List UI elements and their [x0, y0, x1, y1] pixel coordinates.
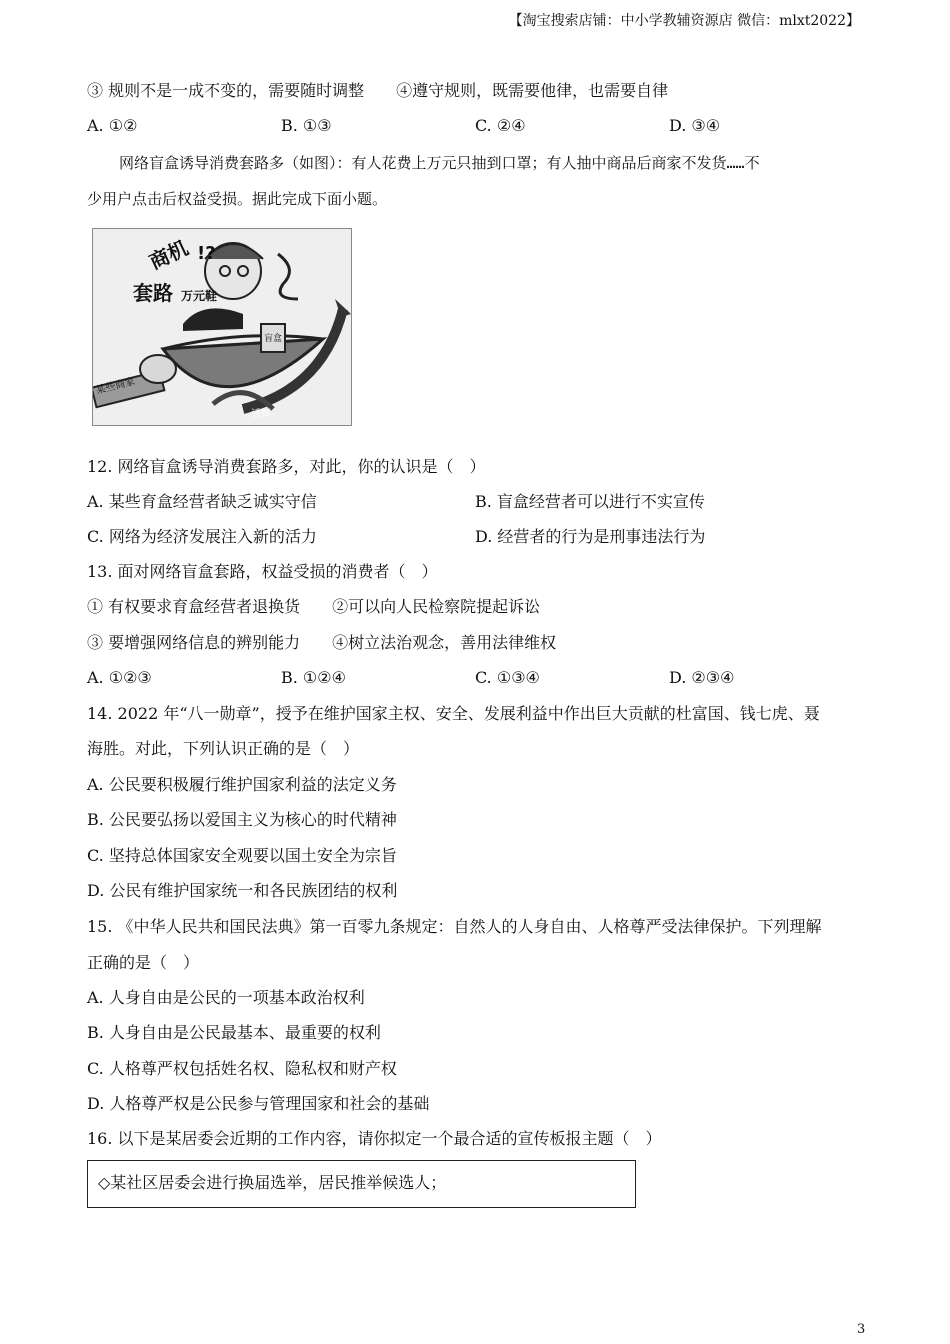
q15-option-b: B. 人身自由是公民最基本、最重要的权利 — [87, 1023, 381, 1042]
prev-option-b: B. ①③ — [281, 116, 332, 135]
q12-option-a: A. 某些育盒经营者缺乏诚实守信 — [87, 492, 317, 511]
page-header: 【淘宝搜索店铺：中小学教辅资源店 微信：mlxt2022】 — [508, 13, 860, 29]
q13-option-b: B. ①②④ — [281, 668, 346, 687]
prev-option-a: A. ①② — [87, 116, 138, 135]
q16-stem: 16. 以下是某居委会近期的工作内容，请你拟定一个最合适的宣传板报主题（ ） — [87, 1129, 662, 1148]
prev-option-c: C. ②④ — [475, 116, 526, 135]
q15-stem-line-2: 正确的是（ ） — [87, 953, 200, 972]
q15-option-c: C. 人格尊严权包括姓名权、隐私权和财产权 — [87, 1059, 397, 1078]
q15-stem-line-1: 15. 《中华人民共和国民法典》第一百零九条规定：自然人的人身自由、人格尊严受法律保护。下列理解 — [87, 917, 822, 936]
q12-option-d: D. 经营者的行为是刑事违法行为 — [475, 527, 706, 546]
q14-option-d: D. 公民有维护国家统一和各民族团结的权利 — [87, 881, 398, 900]
q15-option-d: D. 人格尊严权是公民参与管理国家和社会的基础 — [87, 1094, 430, 1113]
q13-option-a: A. ①②③ — [87, 668, 152, 687]
q14-option-c: C. 坚持总体国家安全观要以国土安全为宗旨 — [87, 846, 397, 865]
q13-items-1: ① 有权要求育盒经营者退换货 ②可以向人民检察院提起诉讼 — [87, 597, 541, 616]
cartoon-label-shoe: 万元鞋 — [181, 289, 218, 303]
q12-option-c: C. 网络为经济发展注入新的活力 — [87, 527, 317, 546]
cartoon-label-box: 盲盒 — [264, 334, 283, 344]
cartoon-label-bottom: 诱饵 — [251, 409, 271, 420]
q13-items-2: ③ 要增强网络信息的辨别能力 ④树立法治观念，善用法律维权 — [87, 633, 557, 652]
blind-box-cartoon — [92, 228, 352, 426]
material-line-2: 少用户点击后权益受损。据此完成下面小题。 — [87, 190, 388, 208]
q13-option-d: D. ②③④ — [669, 668, 735, 687]
q16-content-box — [87, 1160, 636, 1208]
cartoon-exclaim: !? — [197, 243, 216, 264]
q14-option-a: A. 公民要积极履行维护国家利益的法定义务 — [87, 775, 397, 794]
cartoon-illustration — [93, 229, 351, 425]
cartoon-label-taolu: 套路 — [133, 281, 173, 305]
page-number: 3 — [857, 1322, 866, 1337]
material-line-1: 网络盲盒诱导消费套路多（如图）：有人花费上万元只抽到口罩；有人抽中商品后商家不发货……不 — [119, 154, 760, 172]
q12-stem: 12. 网络盲盒诱导消费套路多，对此，你的认识是（ ） — [87, 457, 486, 476]
q14-option-b: B. 公民要弘扬以爱国主义为核心的时代精神 — [87, 810, 397, 829]
cartoon-label-merchant: 某些商家 — [94, 376, 137, 397]
q15-option-a: A. 人身自由是公民的一项基本政治权利 — [87, 988, 365, 1007]
q14-stem-line-1: 14. 2022 年“八一勋章”，授予在维护国家主权、安全、发展利益中作出巨大贡献的杜富国、钱七虎、聂 — [87, 704, 820, 723]
q12-option-b: B. 盲盒经营者可以进行不实宣传 — [475, 492, 705, 511]
cartoon-label-shangji: 商机 — [145, 235, 192, 275]
prev-option-d: D. ③④ — [669, 116, 721, 135]
q13-stem: 13. 面对网络盲盒套路，权益受损的消费者（ ） — [87, 562, 438, 581]
q13-option-c: C. ①③④ — [475, 668, 540, 687]
q14-stem-line-2: 海胜。对此，下列认识正确的是（ ） — [87, 739, 360, 758]
q16-box-line: ◇某社区居委会进行换届选举，居民推举候选人； — [98, 1173, 447, 1192]
prev-items-line: ③ 规则不是一成不变的，需要随时调整 ④遵守规则，既需要他律，也需要自律 — [87, 81, 669, 100]
